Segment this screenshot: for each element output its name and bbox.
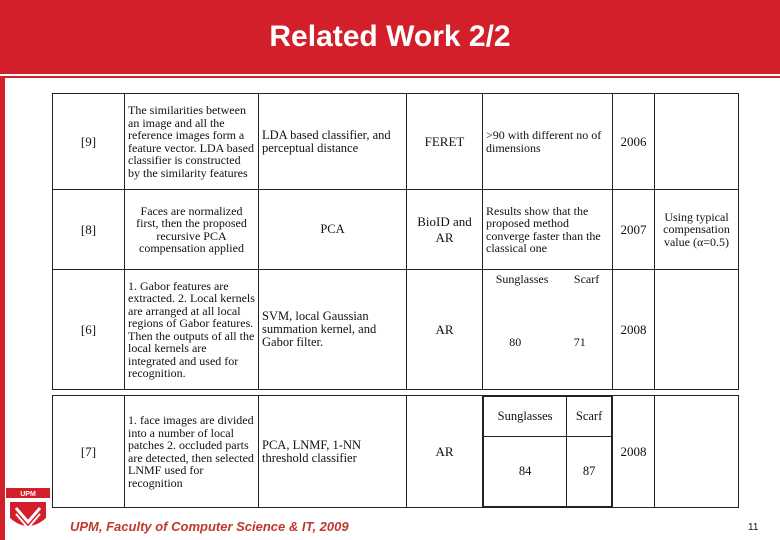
table-row xyxy=(53,396,739,508)
ref-cell: [8] xyxy=(53,190,125,270)
upm-logo-icon xyxy=(6,488,50,536)
table-row xyxy=(53,190,739,270)
remarks-cell xyxy=(655,270,739,390)
database-cell: AR xyxy=(407,396,483,508)
year-cell: 2006 xyxy=(613,94,655,190)
results-value: 71 xyxy=(573,335,586,349)
results-cell: >90 with different no of dimensions xyxy=(483,94,613,190)
remarks-cell: Using typical compensation value (α=0.5) xyxy=(655,190,739,270)
results-cell xyxy=(483,270,613,390)
results-header: Scarf xyxy=(573,272,600,286)
title-underline xyxy=(0,76,780,78)
method-cell: SVM, local Gaussian summation kernel, and Gabor filter. xyxy=(259,270,407,390)
results-value: 84 xyxy=(484,437,567,507)
results-value: 80 xyxy=(509,335,522,349)
slide-title: Related Work 2/2 xyxy=(269,20,511,53)
remarks-cell xyxy=(655,396,739,508)
database-cell: AR xyxy=(407,270,483,390)
description-cell: Faces are normalized first, then the proposed recursive PCA compensation applied xyxy=(125,190,259,270)
description-cell: 1. Gabor features are extracted. 2. Local kernels are arranged at all local regions of Gabor features. Then the outputs of all the local kernels are integrated and used for recognition. xyxy=(125,270,259,390)
ref-cell: [7] xyxy=(53,396,125,508)
results-header: Sunglasses xyxy=(484,397,567,437)
remarks-cell xyxy=(655,94,739,190)
svg-text:UPM: UPM xyxy=(20,491,36,498)
year-cell: 2008 xyxy=(613,396,655,508)
results-cell: Results show that the proposed method converge faster than the classical one xyxy=(483,190,613,270)
method-cell: PCA xyxy=(259,190,407,270)
table-row xyxy=(53,94,739,190)
results-header: Sunglasses xyxy=(495,272,549,286)
year-cell: 2007 xyxy=(613,190,655,270)
method-cell: PCA, LNMF, 1-NN threshold classifier xyxy=(259,396,407,508)
related-work-table-continued xyxy=(52,395,739,508)
ref-cell: [6] xyxy=(53,270,125,390)
related-work-table xyxy=(52,93,739,390)
ref-cell: [9] xyxy=(53,94,125,190)
method-cell: LDA based classifier, and perceptual distance xyxy=(259,94,407,190)
footer-text: UPM, Faculty of Computer Science & IT, 2009 xyxy=(70,519,349,534)
database-cell: FEREТ xyxy=(407,94,483,190)
left-accent-strip xyxy=(0,78,5,540)
table-row xyxy=(53,270,739,390)
results-cell xyxy=(483,396,613,508)
description-cell: The similarities between an image and all the reference images form a feature vector. LDA based classifier is constructed by the similarity features xyxy=(125,94,259,190)
results-value: 87 xyxy=(567,437,612,507)
title-bar xyxy=(0,0,780,74)
description-cell: 1. face images are divided into a number of local patches 2. occluded parts are detected, then selected LNMF used for recognition xyxy=(125,396,259,508)
database-cell: BioID and AR xyxy=(407,190,483,270)
page-number: 11 xyxy=(748,522,759,533)
results-header: Scarf xyxy=(567,397,612,437)
year-cell: 2008 xyxy=(613,270,655,390)
